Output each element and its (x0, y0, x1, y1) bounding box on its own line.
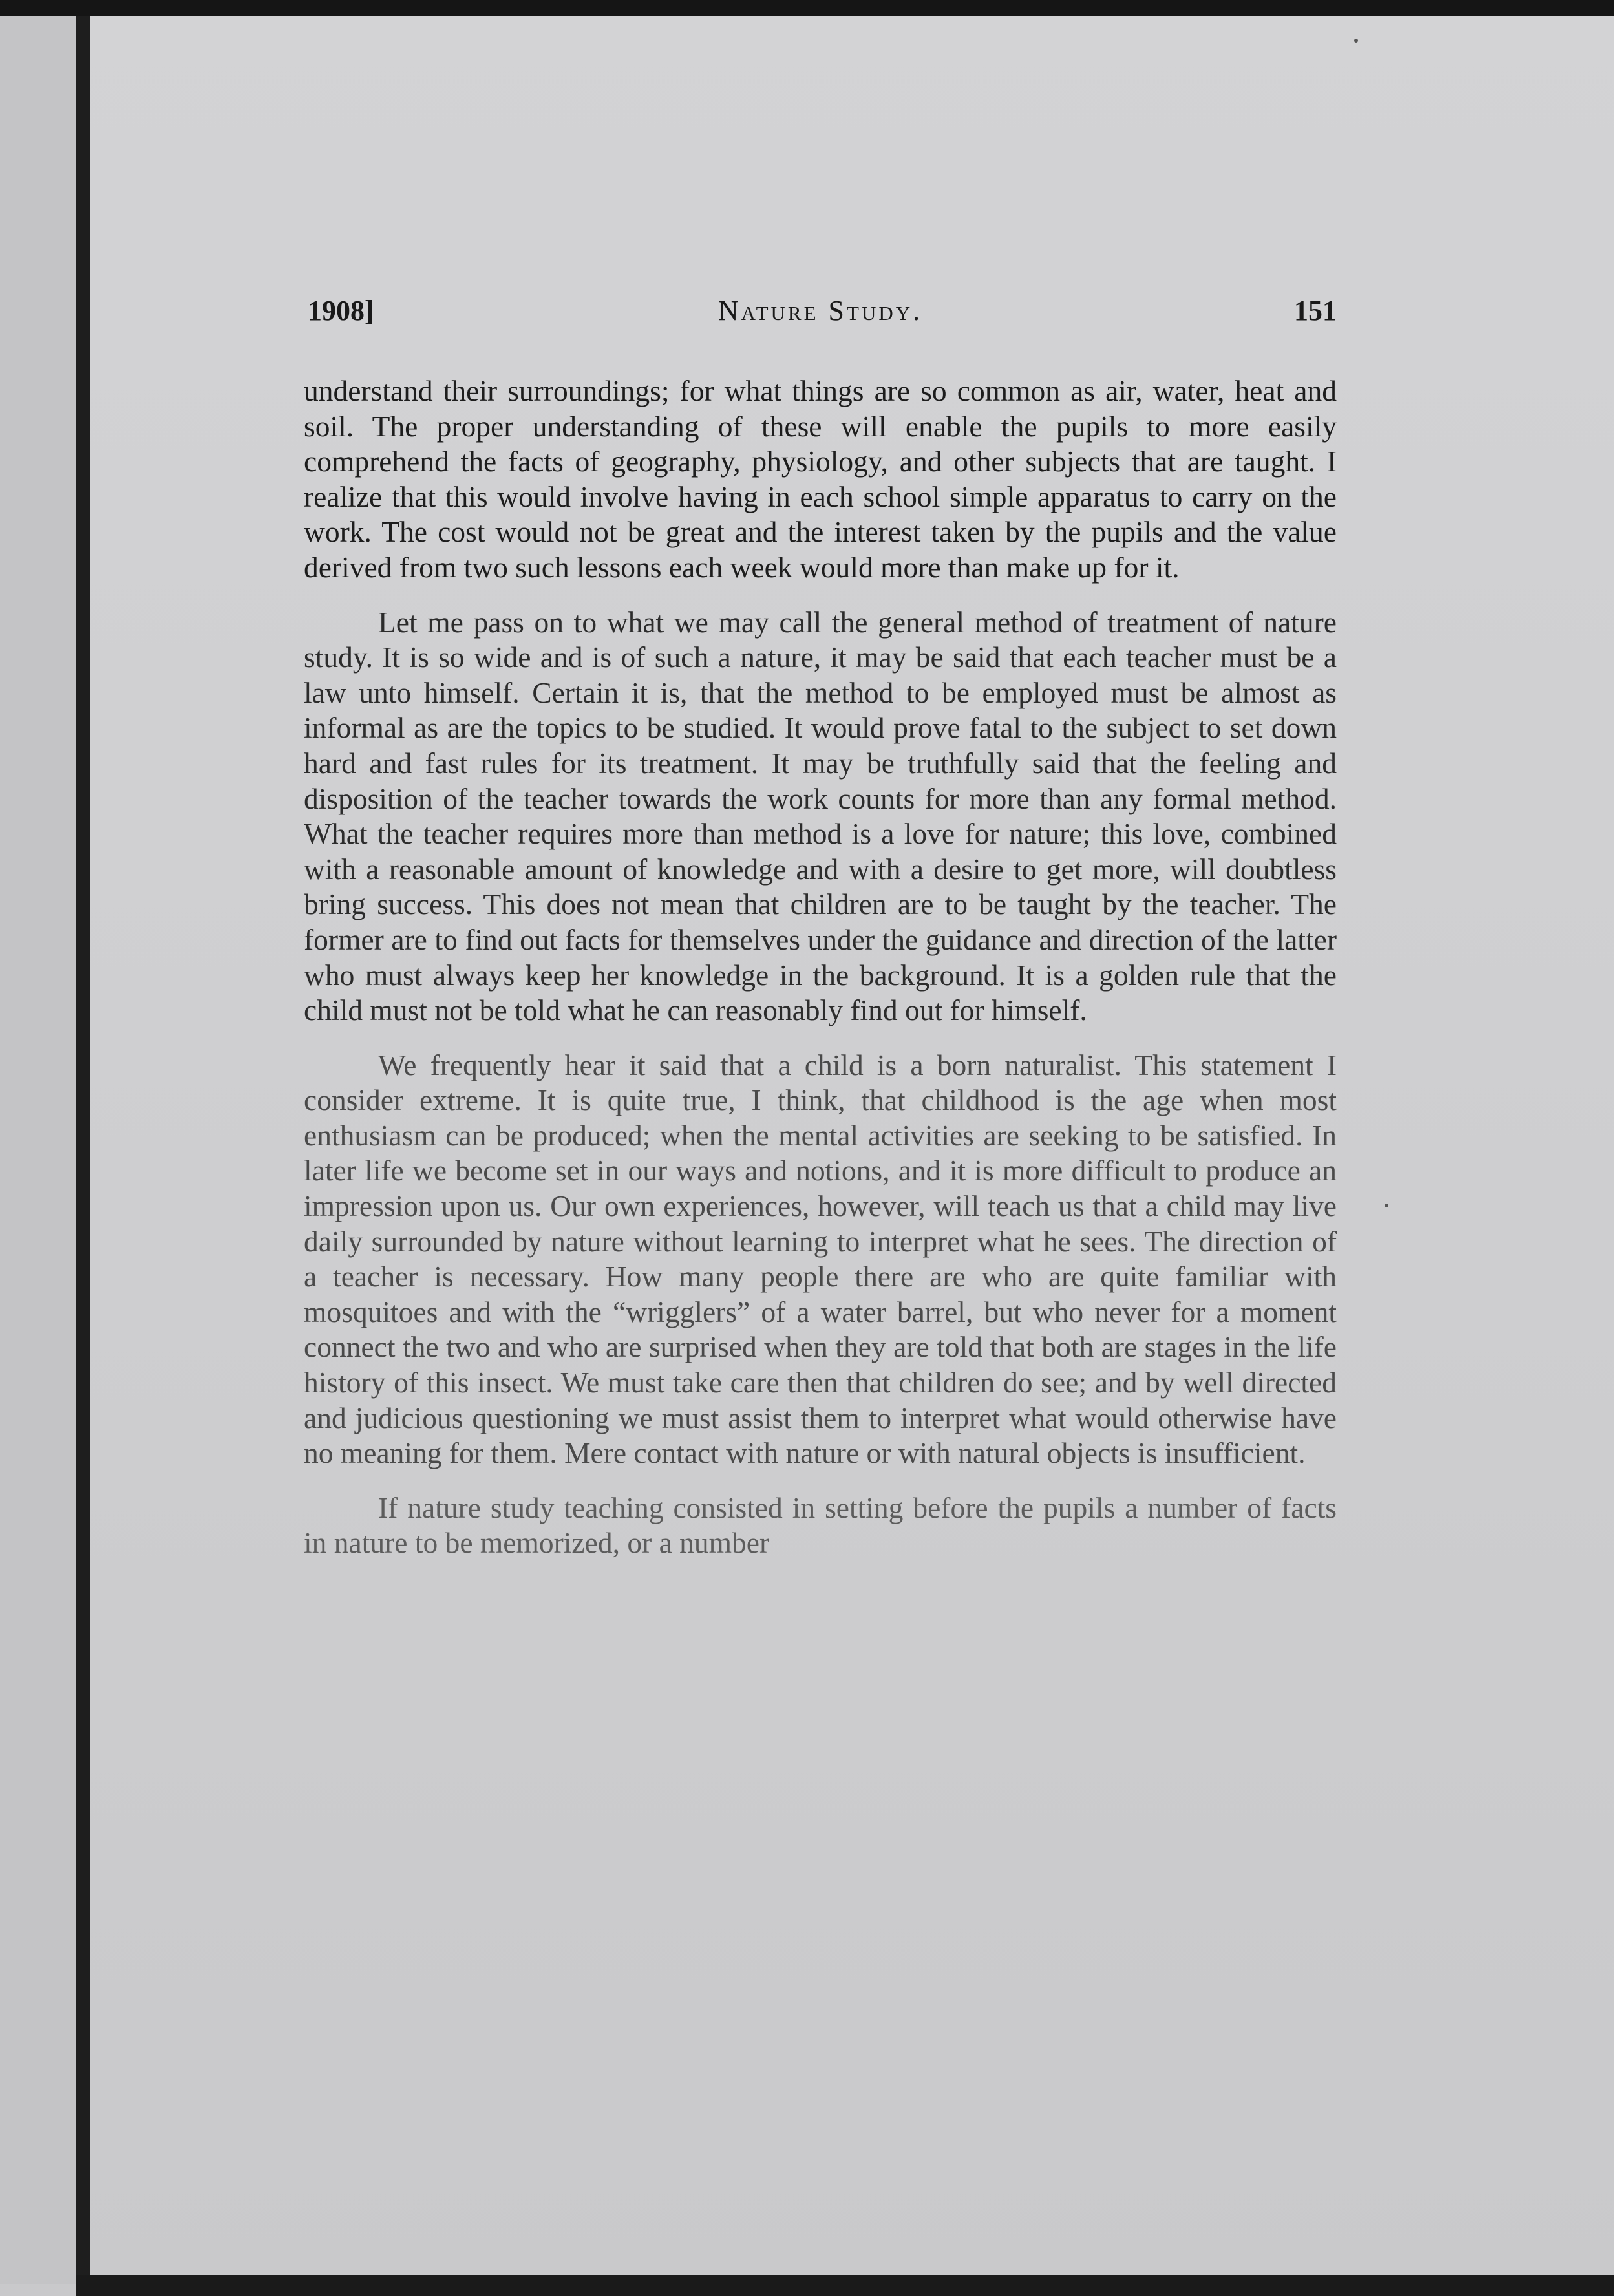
paragraph: We frequently hear it said that a child is a born naturalist. This statement I consider extreme. It is quite true, I think, that childhood is the age when most enthusiasm can be produced; when the mental activities are seeking to be satisfied. In later life we become set in our ways and notions, and it is more difficult to produce an impression upon us. Our own experiences, however, will teach us that a child may live daily surrounded by nature without learning to interpret what he sees. The direction of a teacher is necessary. How many people there are who are quite familiar with mosquitoes and with the “wrigglers” of a water barrel, but who never for a moment connect the two and who are surprised when they are told that both are stages in the life history of this insect. We must take care then that children do see; and by well directed and judicious questioning we must assist them to interpret what would otherwise have no meaning for them. Mere contact with nature or with natural objects is insufficient. (304, 1048, 1337, 1470)
scan-bottom-border (76, 2275, 1614, 2296)
scan-speck (1385, 1204, 1388, 1207)
header-year: 1908] (308, 295, 374, 326)
scan-top-border (0, 0, 1614, 16)
page-binding-edge (76, 16, 90, 2284)
header-title: Nature Study. (717, 295, 923, 326)
scan-speck (1354, 39, 1358, 43)
body-text (304, 374, 1337, 1580)
paragraph: understand their surroundings; for what things are so common as air, water, heat and soil. The proper understanding of these will enable the pupils to more easily comprehend the facts of geography, physiology, and other subjects that are taught. I realize that this would involve having in each school simple apparatus to carry on the work. The cost would not be great and the interest taken by the pupils and the value derived from two such lessons each week would more than make up for it. (304, 374, 1337, 584)
scan-left-margin (0, 16, 76, 2284)
paragraph: Let me pass on to what we may call the general method of treatment of nature study. It is so wide and is of such a nature, it may be said that each teacher must be a law unto himself. Certain it is, that the method to be employed must be almost as informal as are the topics to be studied. It would prove fatal to the subject to set down hard and fast rules for its treatment. It may be truthfully said that the feeling and disposition of the teacher towards the work counts for more than any formal method. What the teacher requires more than method is a love for nature; this love, combined with a reasonable amount of knowledge and with a desire to get more, will doubtless bring success. This does not mean that children are to be taught by the teacher. The former are to find out facts for themselves under the guidance and direction of the latter who must always keep her knowledge in the background. It is a golden rule that the child must not be told what he can reasonably find out for himself. (304, 605, 1337, 1027)
paragraph: If nature study teaching consisted in setting before the pupils a number of facts in nature to be memorized, or a number (304, 1491, 1337, 1560)
page-number: 151 (1294, 295, 1337, 326)
running-header (304, 294, 1337, 339)
